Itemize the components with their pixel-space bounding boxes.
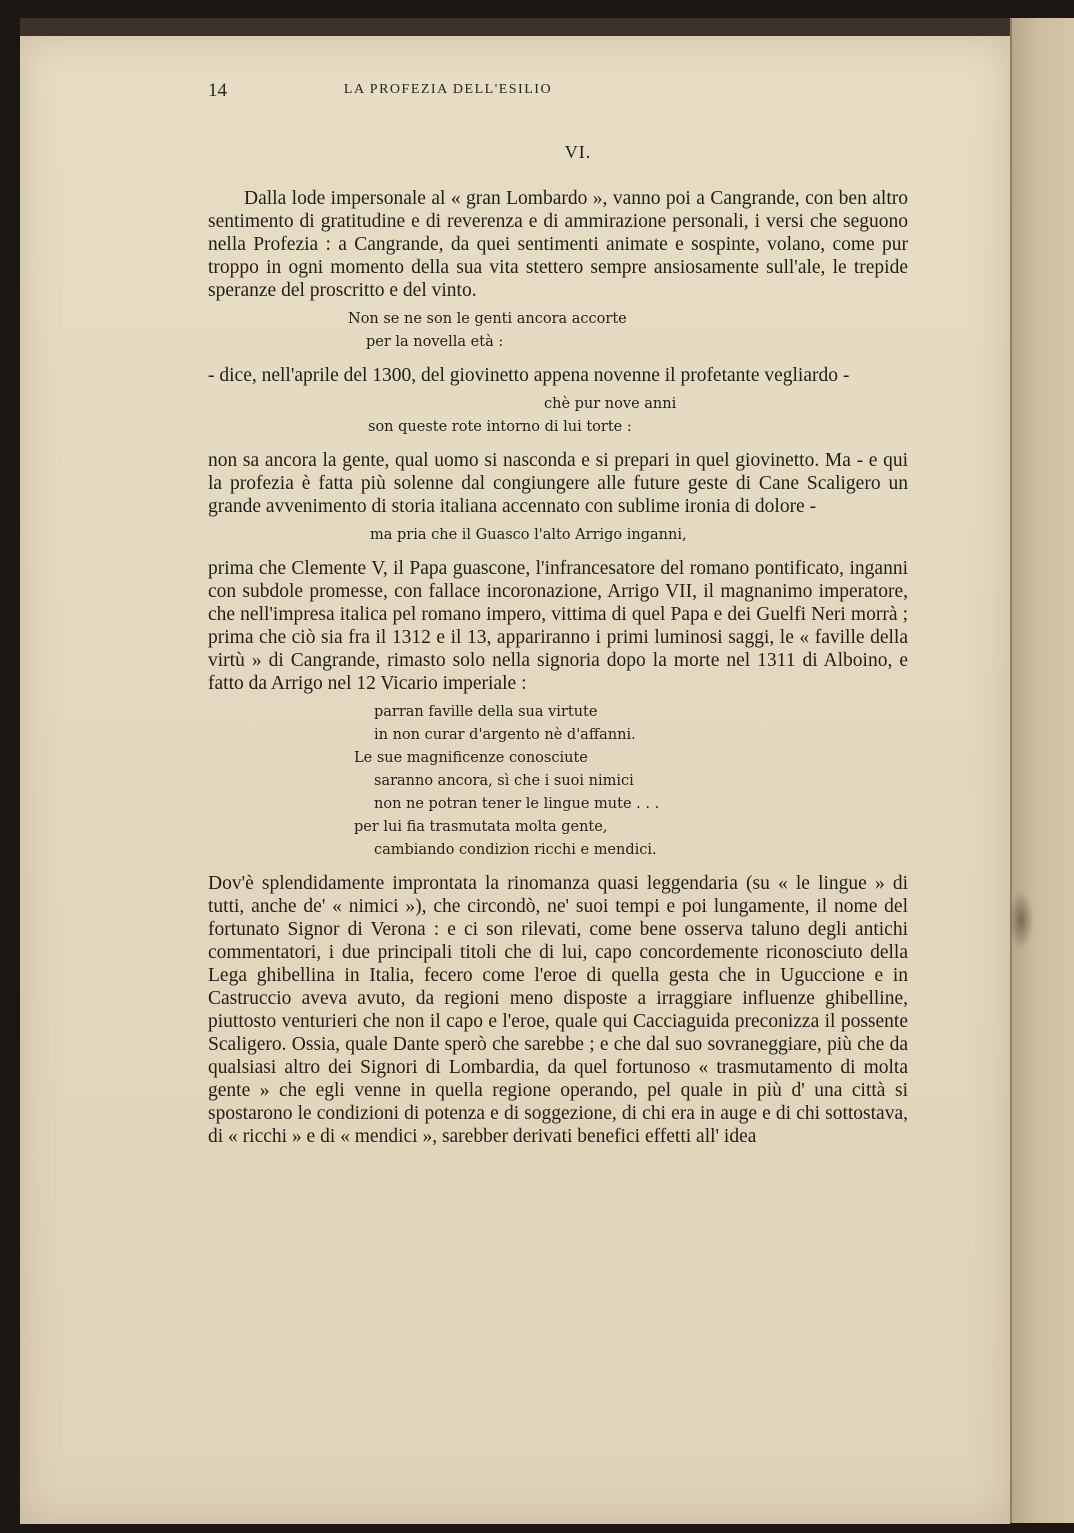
- verse-line: non ne potran tener le lingue mute . . .: [374, 796, 660, 812]
- verse-line: Le sue magnificenze conosciute: [354, 750, 588, 766]
- paragraph-3: non sa ancora la gente, qual uomo si nasconda e si prepari in quel giovinetto. Ma - e qui la profezia è fatta più solenne dal congiungere alle future geste di Cane Scaligero un grande avvenimento di storia italiana accennato con sublime ironia di dolore -: [208, 450, 908, 517]
- paragraph-2: - dice, nell'aprile del 1300, del giovinetto appena novenne il profetante vegliardo -: [208, 365, 850, 386]
- verse-line: per lui fia trasmutata molta gente,: [354, 819, 608, 835]
- verse-line: ma pria che il Guasco l'alto Arrigo inganni,: [370, 527, 687, 543]
- verse-quote-3: [208, 524, 908, 547]
- verse-quote-2: [208, 393, 908, 439]
- verse-line: parran faville della sua virtute: [374, 704, 598, 720]
- page-number: 14: [208, 80, 227, 101]
- paper-stain: [1008, 890, 1034, 950]
- verse-quote-1: [208, 308, 908, 354]
- section-number: VI.: [564, 142, 592, 162]
- paragraph-4: prima che Clemente V, il Papa guascone, l'infrancesatore del romano pontificato, inganni con subdole promesse, con fallace incoronazione, Arrigo VII, il magnanimo imperatore, che nell'impresa italica pel romano impero, vittima di quel Papa e dei Guelfi Neri morrà ; prima che ciò sia fra il 1312 e il 13, appariranno i primi luminosi saggi, le « faville della virtù » di Cangrande, rimasto solo nella signoria dopo la morte nel 1311 di Alboino, e fatto da Arrigo nel 12 Vicario imperiale :: [208, 558, 908, 694]
- page-top-shadow: [20, 18, 1010, 36]
- verse-line: son queste rote intorno di lui torte :: [368, 419, 632, 435]
- verse-line: cambiando condizion ricchi e mendici.: [374, 842, 657, 858]
- page-body: [208, 142, 908, 1148]
- running-head: [208, 80, 908, 110]
- paragraph-1: Dalla lode impersonale al « gran Lombardo », vanno poi a Cangrande, con ben altro sentimento di gratitudine e di reverenza e di ammirazione personali, i versi che seguono nella Profezia : a Cangrande, da quei sentimenti animate e sospinte, volano, come pur troppo in ogni momento della sua vita stettero sempre ansiosamente sull'ale, le trepide speranze del proscritto e del vinto.: [208, 188, 908, 301]
- verse-line: in non curar d'argento nè d'affanni.: [374, 727, 636, 743]
- verse-line: per la novella età :: [366, 334, 504, 350]
- verse-line: chè pur nove anni: [544, 396, 677, 412]
- verse-quote-4: [208, 701, 908, 862]
- paragraph-5: Dov'è splendidamente improntata la rinomanza quasi leggendaria (su « le lingue » di tutti, anche de' « nimici »), che circondò, ne' suoi tempi e poi lungamente, il nome del fortunato Signor di Verona : e ci son rilevati, come bene osserva taluno degli antichi commentatori, i due principali titoli che di lui, capo concordemente riconosciuto della Lega ghibellina in Italia, fecero come l'eroe di quella gesta che in Uguccione e in Castruccio aveva avuto, da regioni meno disposte a irraggiare influenze ghibelline, piuttosto venturieri che non il capo e l'eroe, quale qui Cacciaguida preconizza il possente Scaligero. Ossia, quale Dante sperò che sarebbe ; e che dal suo sovraneggiare, più che da qualsiasi altro dei Signori di Lombardia, da quel fortunoso « trasmutamento di molta gente » che egli venne in quella regione operando, pel quale in più d' una città si spostarono le condizioni di potenza e di soggezione, di chi era in auge e di chi sottostava, di « ricchi » e di « mendici », sarebber derivati benefici effetti all' idea: [208, 873, 908, 1147]
- running-title: LA PROFEZIA DELL'ESILIO: [343, 82, 553, 97]
- facing-page-edge: [1010, 18, 1074, 1523]
- verse-line: Non se ne son le genti ancora accorte: [348, 311, 627, 327]
- verse-line: saranno ancora, sì che i suoi nimici: [374, 773, 634, 789]
